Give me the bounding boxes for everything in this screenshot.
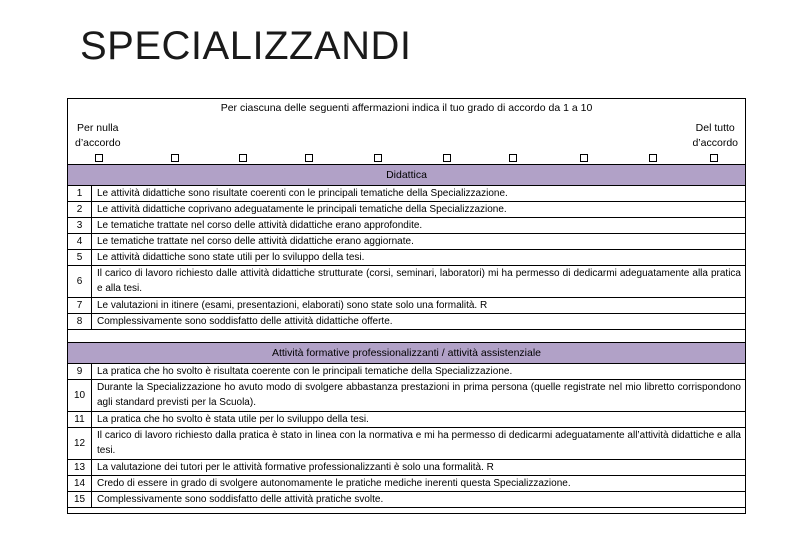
- item-statement: La pratica che ho svolto è stata utile per lo sviluppo della tesi.: [97, 414, 369, 425]
- table-row: [68, 412, 745, 428]
- rating-checkbox-7[interactable]: [509, 154, 517, 162]
- table-row: [68, 266, 745, 298]
- table-row: [68, 314, 745, 330]
- item-number: 11: [68, 412, 92, 427]
- item-number: 15: [68, 492, 92, 507]
- rating-scale: [68, 152, 745, 164]
- rating-checkbox-8[interactable]: [580, 154, 588, 162]
- section-header: Attività formative professionalizzanti / attività assistenziale: [68, 342, 745, 364]
- table-row: [68, 492, 745, 508]
- table-row: [68, 250, 745, 266]
- item-number: 3: [68, 218, 92, 233]
- rating-checkbox-1[interactable]: [95, 154, 103, 162]
- table-row: [68, 218, 745, 234]
- scale-right-label: [692, 121, 738, 151]
- item-number: 5: [68, 250, 92, 265]
- scale-left-label: [75, 121, 121, 151]
- scale-right-line2: d’accordo: [692, 137, 738, 149]
- table-row: [68, 428, 745, 460]
- item-number: 9: [68, 364, 92, 379]
- item-number: 7: [68, 298, 92, 313]
- table-row: [68, 380, 745, 412]
- item-statement: Le valutazioni in itinere (esami, presentazioni, elaborati) sono state solo una formalità. R: [97, 300, 488, 311]
- page-title: SPECIALIZZANDI: [80, 24, 412, 68]
- item-statement: Complessivamente sono soddisfatto delle attività pratiche svolte.: [97, 494, 384, 505]
- table-row: [68, 460, 745, 476]
- rating-checkbox-2[interactable]: [171, 154, 179, 162]
- item-statement: Le tematiche trattate nel corso delle attività didattiche erano approfondite.: [97, 220, 423, 231]
- item-statement: Complessivamente sono soddisfatto delle attività didattiche offerte.: [97, 316, 393, 327]
- table-row: [68, 186, 745, 202]
- item-statement: Le attività didattiche sono state utili per lo sviluppo della tesi.: [97, 252, 365, 263]
- item-number: 2: [68, 202, 92, 217]
- item-number: 12: [68, 428, 92, 459]
- item-statement: Durante la Specializzazione ho avuto modo di svolgere abbastanza prestazioni in prima persona (quelle registrate nel mio libretto corrispondono agli standard previsti per la Scuola).: [97, 382, 741, 408]
- table-row: [68, 234, 745, 250]
- table-row: [68, 298, 745, 314]
- table-row: [68, 202, 745, 218]
- rating-checkbox-4[interactable]: [305, 154, 313, 162]
- item-statement: La valutazione dei tutori per le attività formative professionalizzanti è solo una formalità. R: [97, 462, 494, 473]
- item-statement: Il carico di lavoro richiesto dalla pratica è stato in linea con la normativa e mi ha permesso di dedicarmi adeguatamente all’attività didattiche e alla tesi.: [97, 430, 741, 456]
- item-statement: Il carico di lavoro richiesto dalle attività didattiche strutturate (corsi, seminari, laboratori) mi ha permesso di dedicarmi adeguatamente alla pratica e alla tesi.: [97, 268, 741, 294]
- rating-checkbox-3[interactable]: [239, 154, 247, 162]
- scale-left-line1: Per nulla: [77, 122, 119, 134]
- table-row: [68, 364, 745, 380]
- scale-left-line2: d’accordo: [75, 137, 121, 149]
- table-row: [68, 476, 745, 492]
- item-statement: Le attività didattiche coprivano adeguatamente le principali tematiche della Specializzazione.: [97, 204, 507, 215]
- rating-checkbox-6[interactable]: [443, 154, 451, 162]
- item-number: 1: [68, 186, 92, 201]
- item-number: 10: [68, 380, 92, 411]
- item-number: 14: [68, 476, 92, 491]
- rating-checkbox-9[interactable]: [649, 154, 657, 162]
- questionnaire-table: [67, 98, 746, 514]
- item-statement: Le tematiche trattate nel corso delle attività didattiche erano aggiornate.: [97, 236, 414, 247]
- item-number: 13: [68, 460, 92, 475]
- item-statement: Credo di essere in grado di svolgere autonomamente le pratiche mediche inerenti questa Specializzazione.: [97, 478, 571, 489]
- scale-right-line1: Del tutto: [695, 122, 735, 134]
- instruction-text: Per ciascuna delle seguenti affermazioni indica il tuo grado di accordo da 1 a 10: [220, 102, 593, 114]
- rating-checkbox-10[interactable]: [710, 154, 718, 162]
- item-statement: La pratica che ho svolto è risultata coerente con le principali tematiche della Specializzazione.: [97, 366, 513, 377]
- item-number: 8: [68, 314, 92, 329]
- rating-checkbox-5[interactable]: [374, 154, 382, 162]
- item-number: 4: [68, 234, 92, 249]
- item-number: 6: [68, 266, 92, 297]
- section-header: Didattica: [68, 164, 745, 186]
- item-statement: Le attività didattiche sono risultate coerenti con le principali tematiche della Specializzazione.: [97, 188, 508, 199]
